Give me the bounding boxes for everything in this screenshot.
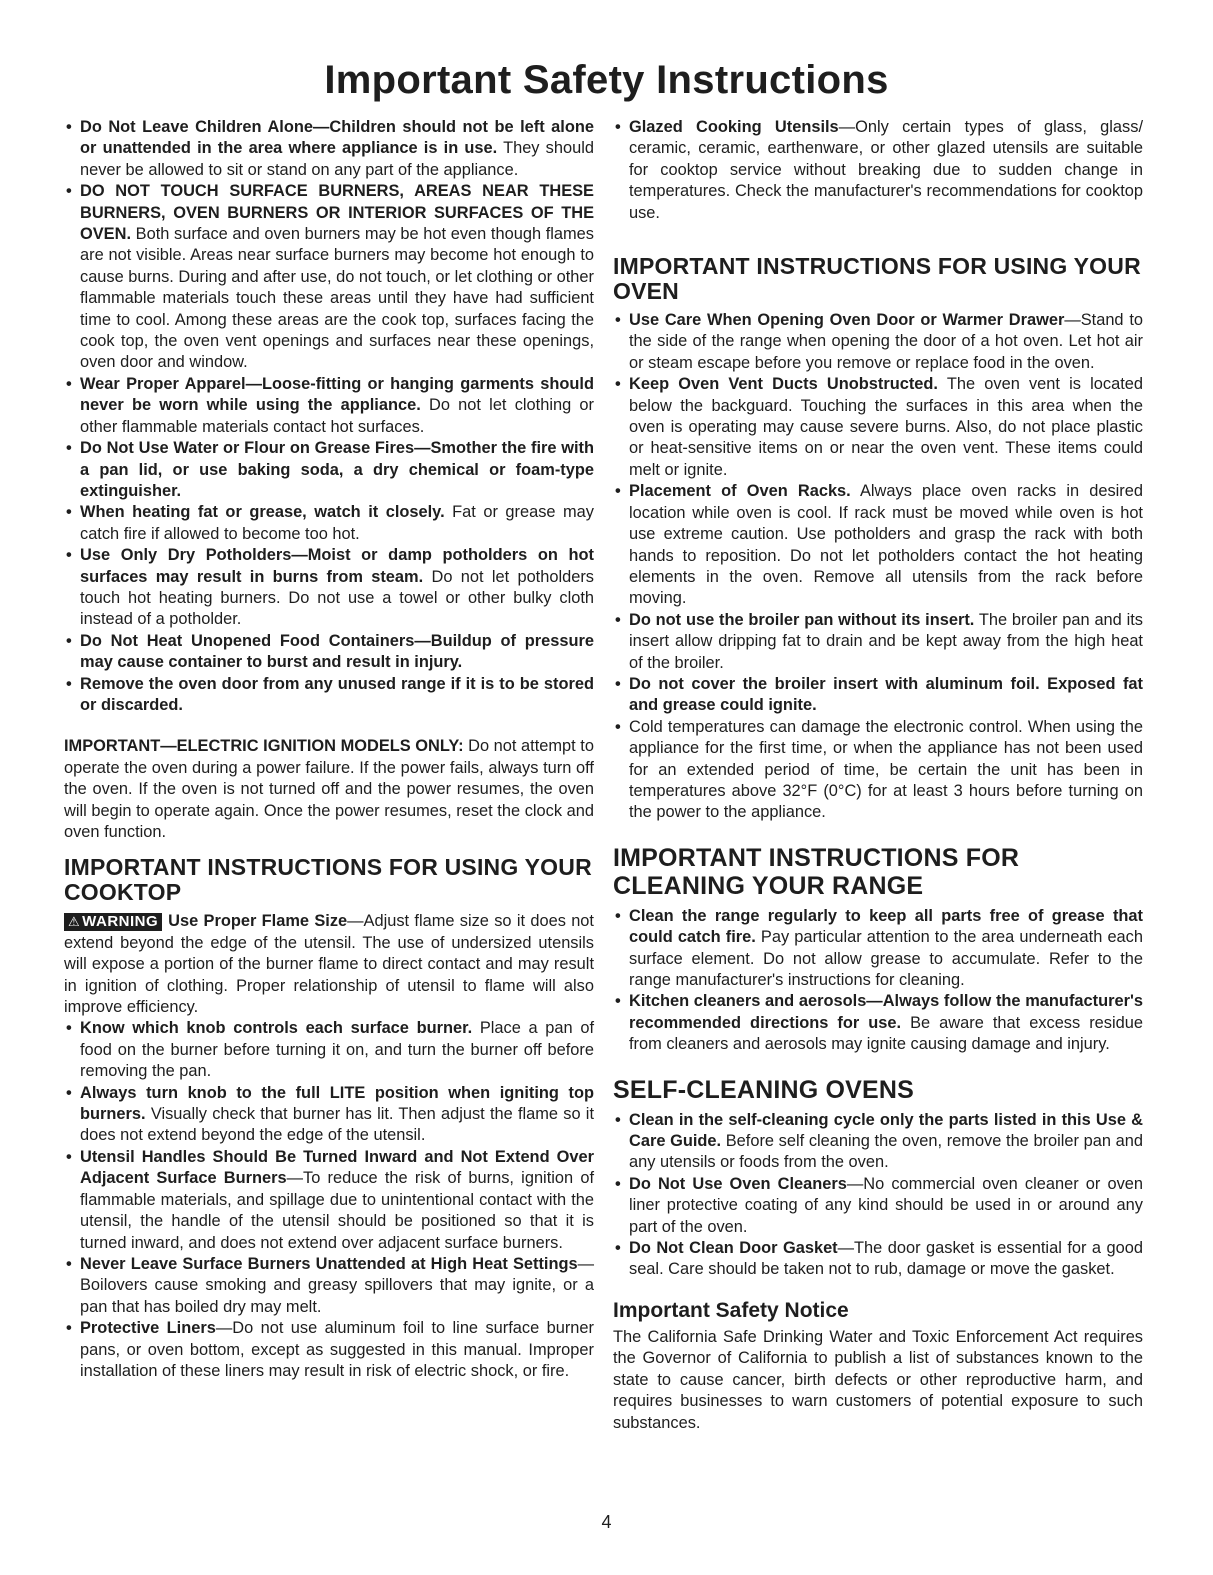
list-item: • Do Not Clean Door Gasket—The door gasket is essential for a good seal. Care should be taken not to rub, damage or move the gasket.	[613, 1238, 1143, 1281]
notice-heading: Important Safety Notice	[613, 1298, 849, 1322]
general-safety-list	[64, 117, 594, 716]
self-cleaning-list	[613, 1110, 1143, 1281]
list-item: • Do Not Leave Children Alone—Children should not be left alone or unattended in the area where appliance is in use. They should never be allowed to sit or stand on any part of the appliance.	[64, 117, 594, 181]
list-item: • Placement of Oven Racks. Always place oven racks in desired location while oven is cool. If rack must be moved while oven is hot use extreme caution. Use potholders and grasp the rack with both hands to reposition. Do not let potholders contact the hot heating elements in the oven. Remove all utensils from the rack before moving.	[613, 481, 1143, 609]
oven-list	[613, 310, 1143, 824]
cooktop-heading: IMPORTANT INSTRUCTIONS FOR USING YOUR COOKTOP	[64, 854, 592, 906]
right-column	[613, 117, 1143, 1434]
list-item: • Remove the oven door from any unused range if it is to be stored or discarded.	[64, 674, 594, 717]
list-item: • Keep Oven Vent Ducts Unobstructed. The oven vent is located below the backguard. Touching the surfaces in this area when the oven is operating may cause severe burns. Also, do not place plastic or heat-sensitive items on or near the oven vent. These items could melt or ignite.	[613, 374, 1143, 481]
list-item: • Cold temperatures can damage the electronic control. When using the appliance for the first time, or when the appliance has not been used for an extended period of time, be certain the unit has been in temperatures above 32°F (0°C) for at least 3 hours before turning on the power to the appliance.	[613, 717, 1143, 824]
cleaning-list	[613, 906, 1143, 1056]
list-item: • Use Care When Opening Oven Door or Warmer Drawer—Stand to the side of the range when opening the door of a hot oven. Let hot air or steam escape before you remove or replace food in the oven.	[613, 310, 1143, 374]
list-item: • Clean in the self-cleaning cycle only the parts listed in this Use & Care Guide. Before self cleaning the oven, remove the broiler pan and any utensils or foods from the oven.	[613, 1110, 1143, 1174]
list-item: • Do not cover the broiler insert with aluminum foil. Exposed fat and grease could ignite.	[613, 674, 1143, 717]
list-item: • Use Only Dry Potholders—Moist or damp potholders on hot surfaces may result in burns from steam. Do not let potholders touch hot heating burners. Do not use a towel or other bulky cloth instead of a potholder.	[64, 545, 594, 631]
cleaning-heading: IMPORTANT INSTRUCTIONS FOR CLEANING YOUR RANGE	[613, 843, 1020, 900]
list-item: • When heating fat or grease, watch it closely. Fat or grease may catch fire if allowed to become too hot.	[64, 502, 594, 545]
warning-triangle-icon: ⚠	[68, 914, 81, 930]
list-item: • Kitchen cleaners and aerosols—Always follow the manufacturer's recommended directions for use. Be aware that excess residue from cleaners and aerosols may ignite causing damage and injury.	[613, 991, 1143, 1055]
warning-paragraph: ⚠ WARNING Use Proper Flame Size—Adjust flame size so it does not extend beyond the edge of the utensil. The use of undersized utensils will expose a portion of the burner flame to direct contact and may result in ignition of clothing. Proper relationship of utensil to flame will also improve efficiency.	[64, 912, 594, 1017]
warning-badge: ⚠ WARNING	[64, 913, 162, 931]
list-item: • Never Leave Surface Burners Unattended at High Heat Settings—Boilovers cause smoking and greasy spillovers that may ignite, or a pan that has boiled dry may melt.	[64, 1254, 594, 1318]
self-cleaning-heading: SELF-CLEANING OVENS	[613, 1075, 915, 1104]
list-item: • Do not use the broiler pan without its insert. The broiler pan and its insert allow dripping fat to drain and be kept away from the high heat of the broiler.	[613, 610, 1143, 674]
list-item: • Clean the range regularly to keep all parts free of grease that could catch fire. Pay particular attention to the area underneath each surface element. Do not allow grease to accumulate. Refer to the range manufacturer's instructions for cleaning.	[613, 906, 1143, 992]
glazed-list	[613, 117, 1143, 224]
list-item: • Utensil Handles Should Be Turned Inward and Not Extend Over Adjacent Surface Burners—To reduce the risk of burns, ignition of flammable materials, and spillage due to unintentional contact with the utensil, the handle of the utensil should be positioned so that it is turned inward, and does not extend over adjacent surface burners.	[64, 1147, 594, 1254]
list-item: • Glazed Cooking Utensils—Only certain types of glass, glass/ ceramic, ceramic, earthenware, or other glazed utensils are suitable for cooktop service without breaking due to sudden change in temperatures. Check the manufacturer's recommendations for cooktop use.	[613, 117, 1143, 224]
page-title: Important Safety Instructions	[324, 58, 889, 102]
list-item: • Protective Liners—Do not use aluminum foil to line surface burner pans, or oven bottom, except as suggested in this manual. Improper installation of these liners may result in risk of electric shock, or fire.	[64, 1318, 594, 1382]
list-item: • Do Not Heat Unopened Food Containers—Buildup of pressure may cause container to burst and result in injury.	[64, 631, 594, 674]
ignition-paragraph: IMPORTANT—ELECTRIC IGNITION MODELS ONLY: Do not attempt to operate the oven during a power failure. If the power fails, always turn off the oven. If the oven is not turned off and the power resumes, the oven will begin to operate again. Once the power resumes, reset the clock and oven function.	[64, 737, 594, 841]
cooktop-list	[64, 1018, 594, 1382]
list-item: • DO NOT TOUCH SURFACE BURNERS, AREAS NEAR THESE BURNERS, OVEN BURNERS OR INTERIOR SURFACES OF THE OVEN. Both surface and oven burners may be hot even though flames are not visible. Areas near surface burners may become hot enough to cause burns. During and after use, do not touch, or let clothing or other flammable materials touch these areas until they have had sufficient time to cool. Among these areas are the cook top, surfaces facing the cook top, the oven vent openings and surfaces near these openings, oven door and window.	[64, 181, 594, 374]
list-item: • Know which knob controls each surface burner. Place a pan of food on the burner before turning it on, and turn the burner off before removing the pan.	[64, 1018, 594, 1082]
oven-heading: IMPORTANT INSTRUCTIONS FOR USING YOUR OVEN	[613, 253, 1141, 305]
page-number: 4	[601, 1512, 612, 1532]
list-item: • Do Not Use Water or Flour on Grease Fires—Smother the fire with a pan lid, or use baking soda, a dry chemical or foam-type extinguisher.	[64, 438, 594, 502]
left-column	[64, 117, 594, 1382]
list-item: • Do Not Use Oven Cleaners—No commercial oven cleaner or oven liner protective coating of any kind should be used in or around any part of the oven.	[613, 1174, 1143, 1238]
list-item: • Wear Proper Apparel—Loose-fitting or hanging garments should never be worn while using the appliance. Do not let clothing or other flammable materials contact hot surfaces.	[64, 374, 594, 438]
notice-paragraph: The California Safe Drinking Water and Toxic Enforcement Act requires the Governor of California to publish a list of substances known to the state to cause cancer, birth defects or other reproductive harm, and requires businesses to warn customers of potential exposure to such substances.	[613, 1327, 1143, 1432]
list-item: • Always turn knob to the full LITE position when igniting top burners. Visually check that burner has lit. Then adjust the flame so it does not extend beyond the edge of the utensil.	[64, 1083, 594, 1147]
